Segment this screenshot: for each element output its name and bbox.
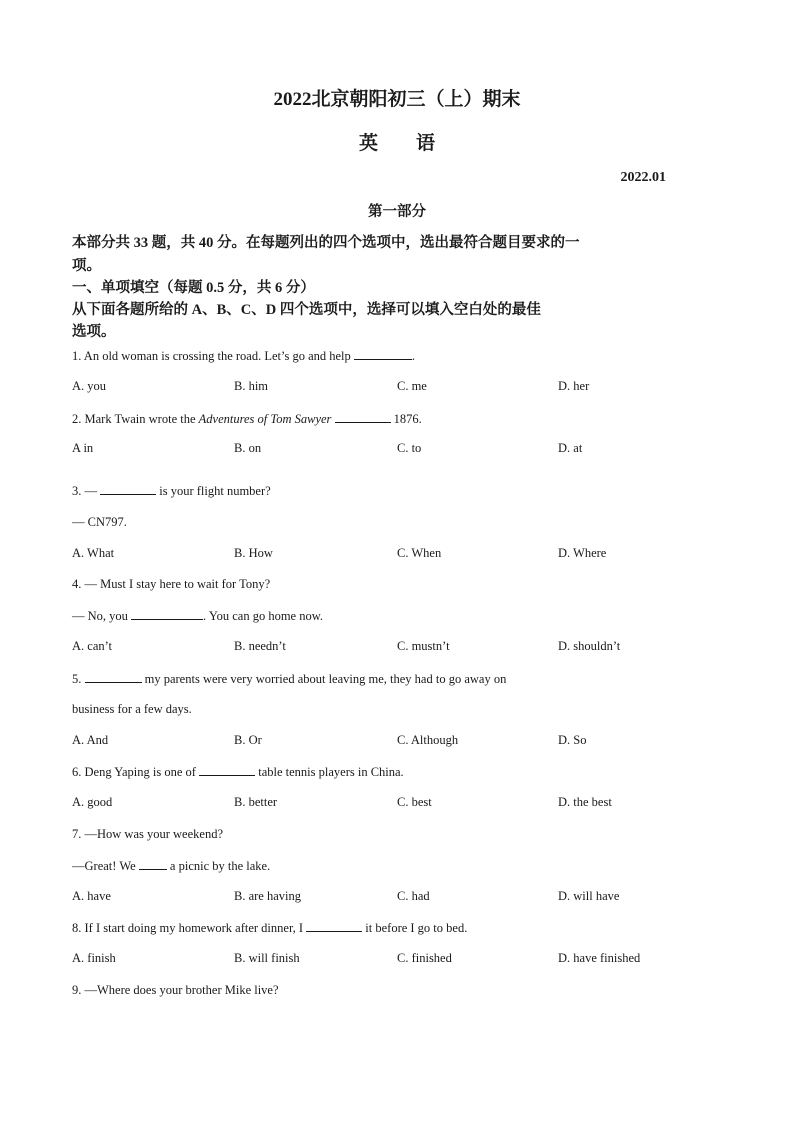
answer-blank[interactable] <box>354 348 412 360</box>
answer-blank[interactable] <box>335 411 391 423</box>
option-a[interactable]: A. And <box>72 733 109 747</box>
answer-blank[interactable] <box>306 920 362 932</box>
instruction-line-1: 本部分共 33 题，共 40 分。在每题列出的四个选项中，选出最符合题目要求的一 <box>72 235 580 251</box>
question-4: 4. — Must I stay here to wait for Tony? <box>72 577 271 591</box>
option-b[interactable]: B. Or <box>234 733 262 747</box>
answer-blank[interactable] <box>139 858 167 870</box>
part-heading: 第一部分 <box>368 204 426 220</box>
instruction-line-3: 从下面各题所给的 A、B、C、D 四个选项中，选择可以填入空白处的最佳 <box>72 302 541 318</box>
option-c[interactable]: C. When <box>397 546 442 560</box>
question-3: 3. — is your flight number? <box>72 484 271 498</box>
option-a[interactable]: A. finish <box>72 951 116 965</box>
option-a[interactable]: A in <box>72 441 94 455</box>
instruction-line-4: 选项。 <box>72 324 116 340</box>
question-7: 7. —How was your weekend? <box>72 827 224 841</box>
question-6: 6. Deng Yaping is one of table tennis players in China. <box>72 765 404 779</box>
option-d[interactable]: D. have finished <box>558 951 641 965</box>
option-a[interactable]: A. can’t <box>72 639 113 653</box>
question-3-answer: — CN797. <box>72 515 127 529</box>
section-heading: 一、单项填空（每题 0.5 分，共 6 分） <box>72 280 315 296</box>
option-d[interactable]: D. at <box>558 441 583 455</box>
option-b[interactable]: B. will finish <box>234 951 300 965</box>
subject-char-1: 英 <box>358 133 378 154</box>
option-b[interactable]: B. How <box>234 546 273 560</box>
option-c[interactable]: C. mustn’t <box>397 639 450 653</box>
option-c[interactable]: C. finished <box>397 951 452 965</box>
instruction-line-2: 项。 <box>72 258 101 274</box>
option-c[interactable]: C. me <box>397 379 427 393</box>
question-1: 1. An old woman is crossing the road. Let’s go and help . <box>72 349 416 363</box>
question-5: 5. my parents were very worried about leaving me, they had to go away on <box>72 672 507 686</box>
option-a[interactable]: A. you <box>72 379 107 393</box>
option-d[interactable]: D. will have <box>558 889 620 903</box>
answer-blank[interactable] <box>85 671 142 683</box>
question-5-line-2: business for a few days. <box>72 702 192 716</box>
option-b[interactable]: B. needn’t <box>234 639 286 653</box>
option-a[interactable]: A. good <box>72 795 113 809</box>
answer-blank[interactable] <box>199 764 255 776</box>
question-8: 8. If I start doing my homework after dinner, I it before I go to bed. <box>72 921 468 935</box>
option-d[interactable]: D. the best <box>558 795 612 809</box>
option-b[interactable]: B. are having <box>234 889 301 903</box>
question-2: 2. Mark Twain wrote the Adventures of Tom Sawyer 1876. <box>72 412 422 426</box>
exam-date: 2022.01 <box>620 170 666 185</box>
option-d[interactable]: D. shouldn’t <box>558 639 621 653</box>
question-9: 9. —Where does your brother Mike live? <box>72 983 279 997</box>
option-a[interactable]: A. have <box>72 889 111 903</box>
option-c[interactable]: C. had <box>397 889 430 903</box>
question-7-reply: —Great! We a picnic by the lake. <box>72 859 271 873</box>
option-b[interactable]: B. better <box>234 795 278 809</box>
option-c[interactable]: C. Although <box>397 733 459 747</box>
subject-heading <box>0 128 794 155</box>
option-c[interactable]: C. to <box>397 441 422 455</box>
answer-blank[interactable] <box>100 483 156 495</box>
option-b[interactable]: B. on <box>234 441 262 455</box>
option-d[interactable]: D. Where <box>558 546 607 560</box>
question-4-reply: — No, you . You can go home now. <box>72 609 324 623</box>
subject-char-2: 语 <box>416 133 436 154</box>
option-a[interactable]: A. What <box>72 546 115 560</box>
page-title: 2022北京朝阳初三（上）期末 <box>273 89 521 110</box>
answer-blank[interactable] <box>131 608 203 620</box>
option-c[interactable]: C. best <box>397 795 432 809</box>
option-d[interactable]: D. her <box>558 379 590 393</box>
option-b[interactable]: B. him <box>234 379 269 393</box>
option-d[interactable]: D. So <box>558 733 587 747</box>
